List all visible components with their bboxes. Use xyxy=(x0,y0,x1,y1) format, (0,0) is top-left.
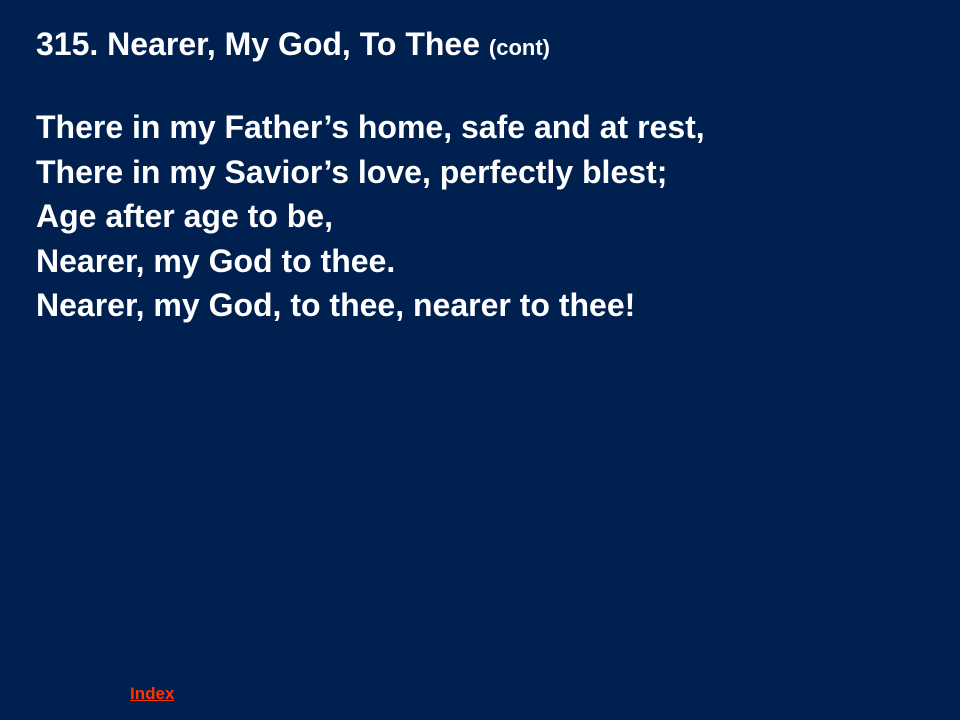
verse-line: Age after age to be, xyxy=(36,198,333,234)
hymn-title xyxy=(36,22,550,70)
verse-line: Nearer, my God to thee. xyxy=(36,242,396,279)
verse-line: There in my Savior’s love, perfectly blest; xyxy=(36,153,668,190)
hymn-title-suffix: (cont) xyxy=(488,35,550,60)
verse xyxy=(36,105,936,328)
hymn-title-main: 315. Nearer, My God, To Thee xyxy=(36,26,480,62)
index-link[interactable]: Index xyxy=(130,684,175,703)
verse-line: Nearer, my God, to thee, nearer to thee! xyxy=(36,287,636,323)
verse-line: There in my Father’s home, safe and at rest, xyxy=(36,109,705,145)
